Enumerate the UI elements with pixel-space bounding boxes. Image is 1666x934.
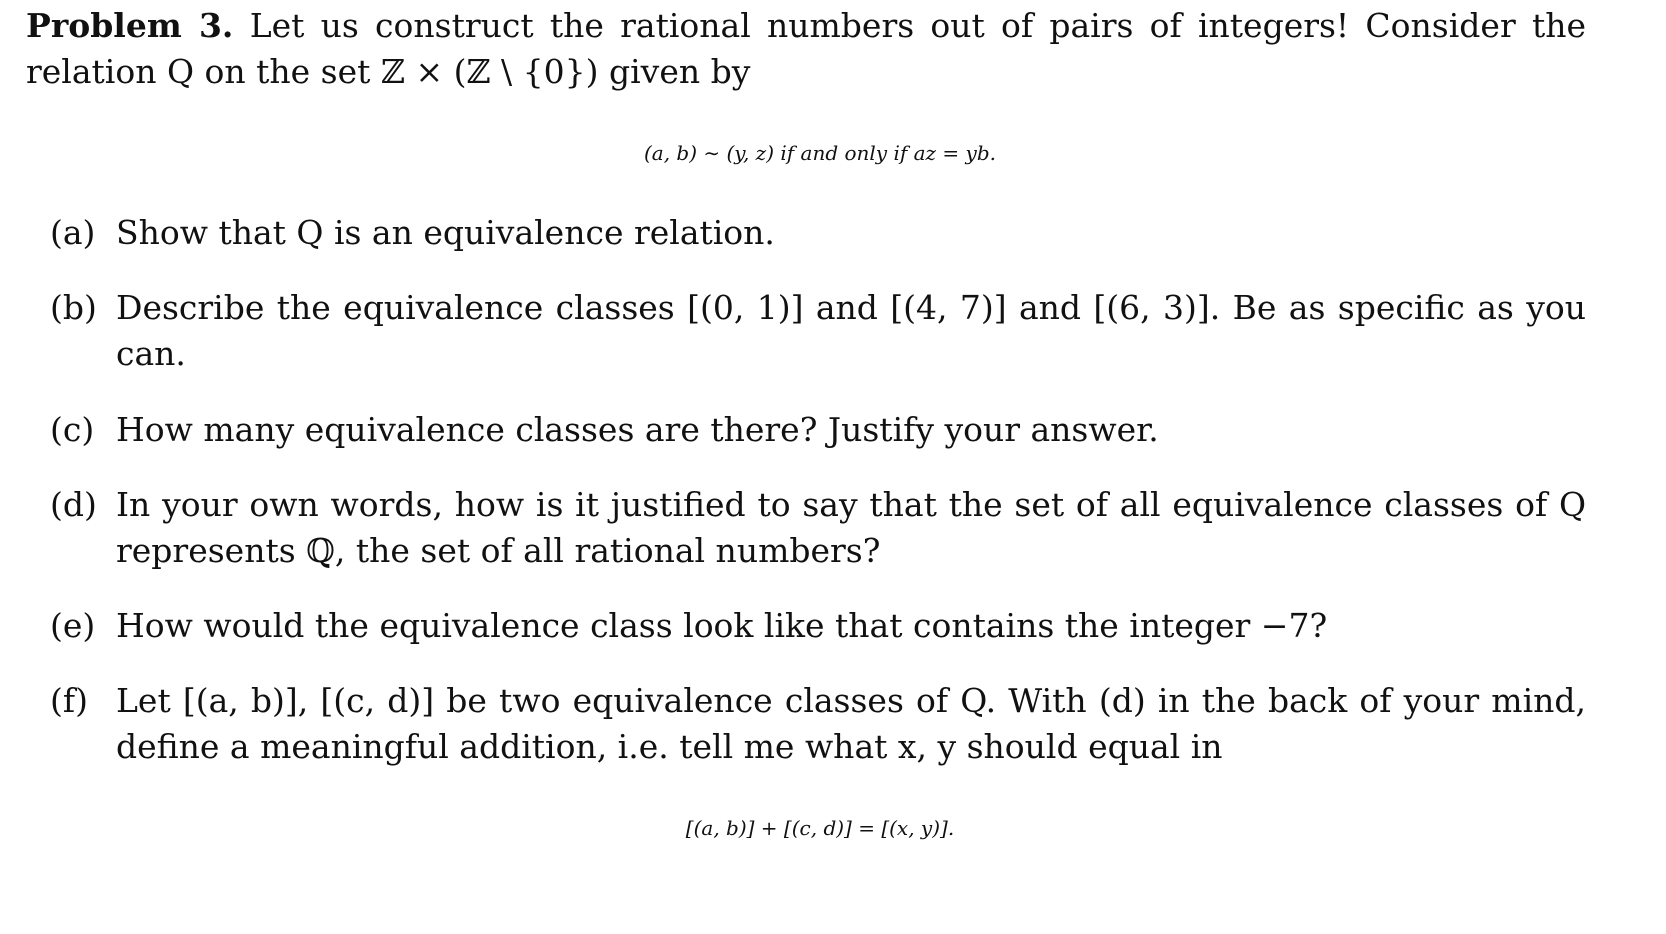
relation-equation: (a, b) ∼ (y, z) if and only if az = yb. — [643, 141, 997, 165]
part-d-label: (d) — [50, 485, 97, 524]
part-d-line-1: In your own words, how is it justified to say that the set of all equivalence classes of Q — [116, 485, 1586, 524]
part-d-line-2: represents ℚ, the set of all rational numbers? — [116, 531, 881, 570]
addition-equation: [(a, b)] + [(c, d)] = [(x, y)]. — [685, 816, 955, 840]
part-c-label: (c) — [50, 410, 95, 449]
part-b-line-1: Describe the equivalence classes [(0, 1)] and [(4, 7)] and [(6, 3)]. Be as specific as you — [116, 288, 1586, 327]
part-f-line-1: Let [(a, b)], [(c, d)] be two equivalence classes of Q. With (d) in the back of your mind, — [116, 681, 1586, 720]
part-c-line-1: How many equivalence classes are there? Justify your answer. — [116, 410, 1159, 449]
problem-document — [26, 0, 1614, 934]
part-b-line-2: can. — [116, 334, 186, 373]
part-f-label: (f) — [50, 681, 88, 720]
part-e-line-1: How would the equivalence class look like that contains the integer −7? — [116, 606, 1328, 645]
part-f-line-2: define a meaningful addition, i.e. tell me what x, y should equal in — [116, 727, 1223, 766]
part-e-label: (e) — [50, 606, 96, 645]
intro-line-1 — [26, 6, 1586, 46]
part-b-label: (b) — [50, 288, 97, 327]
problem-heading: Problem 3. — [26, 6, 234, 45]
intro-line-2: relation Q on the set ℤ × (ℤ \ {0}) given by — [26, 52, 751, 91]
part-a-line-1: Show that Q is an equivalence relation. — [116, 213, 775, 252]
part-a-label: (a) — [50, 213, 96, 252]
intro-text-1: Let us construct the rational numbers out of pairs of integers! Consider the — [249, 6, 1586, 45]
